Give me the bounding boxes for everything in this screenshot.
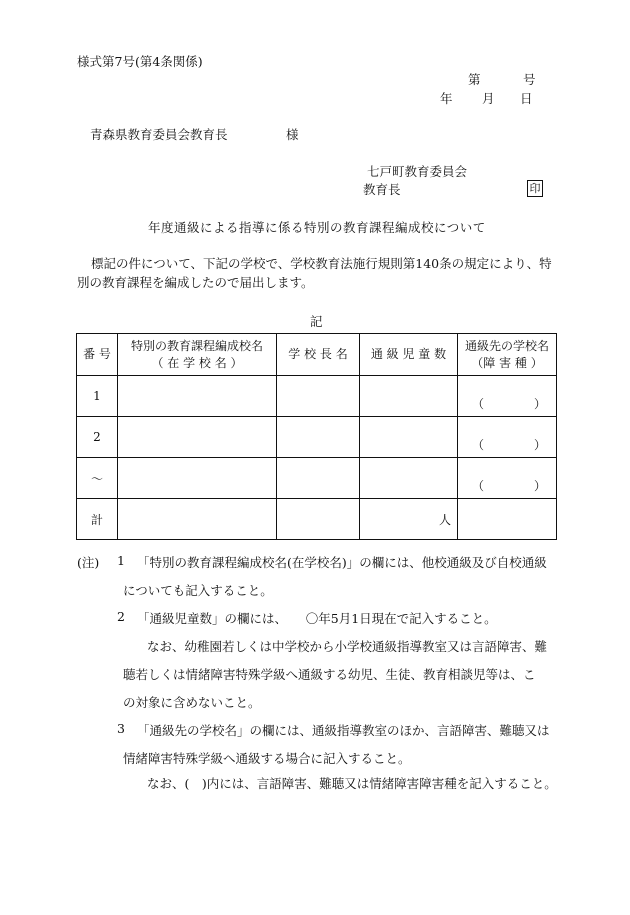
ki-heading: 記: [310, 314, 323, 329]
table-header-row: [77, 334, 557, 376]
total-destination-cell: [458, 499, 557, 540]
note-2-number: 2: [117, 609, 125, 624]
total-school-cell: [118, 499, 277, 540]
note-1-line: についても記入すること。: [123, 583, 273, 598]
number-suffix: 号: [523, 72, 536, 87]
total-student-count-cell[interactable]: [360, 499, 458, 540]
note-3-number: 3: [117, 721, 125, 736]
principal-name-cell[interactable]: [277, 458, 360, 499]
header-students: 通 級 児 童 数: [360, 334, 458, 376]
header-school-line2: （ 在 学 校 名 ）: [151, 355, 243, 370]
note-2-line: なお、幼稚園若しくは中学校から小学校通級指導教室又は言語障害、難: [147, 639, 548, 654]
header-number: 番 号: [77, 334, 118, 376]
addressee-honorific: 様: [286, 127, 299, 142]
table-row: [77, 376, 557, 417]
header-principal: 学 校 長 名: [277, 334, 360, 376]
note-3-line: なお、( )内には、言語障害、難聴又は情緒障害障害種を記入すること。: [147, 776, 557, 791]
form-id: 様式第7号(第4条関係): [77, 54, 203, 69]
school-name-cell[interactable]: [118, 376, 277, 417]
disability-type-paren: （ ）: [472, 479, 546, 493]
note-1-line: 「特別の教育課程編成校名(在学校名)」の欄には、他校通級及び自校通級: [137, 555, 547, 570]
header-destination: [458, 334, 557, 376]
disability-type-paren: （ ）: [472, 397, 546, 411]
body-text: 標記の件について、下記の学校で、学校教育法施行規則第140条の規定により、特別の教育課程を編成したので届出します。: [77, 256, 552, 290]
note-2-line: の対象に含めないこと。: [123, 695, 261, 710]
principal-name-cell[interactable]: [277, 417, 360, 458]
date-month: 月: [482, 91, 495, 106]
seal-mark: 印: [527, 180, 543, 197]
sender-title: 教育長: [363, 182, 401, 197]
total-principal-cell: [277, 499, 360, 540]
destination-cell[interactable]: [458, 417, 557, 458]
number-prefix: 第: [468, 72, 481, 87]
note-1-number: 1: [117, 553, 125, 568]
school-table: [76, 333, 557, 540]
header-destination-line2: （障 害 種 ）: [471, 355, 543, 370]
table-row: [77, 458, 557, 499]
row-number: 2: [77, 417, 118, 458]
total-unit: 人: [438, 512, 451, 527]
note-3-line: 「通級先の学校名」の欄には、通級指導教室のほか、言語障害、難聴又は: [137, 723, 550, 738]
notes-label: (注): [77, 555, 100, 570]
note-2-line: 「通級児童数」の欄には、 〇年5月1日現在で記入すること。: [137, 611, 497, 626]
date-year: 年: [440, 91, 453, 106]
student-count-cell[interactable]: [360, 458, 458, 499]
document-title: 年度通級による指導に係る特別の教育課程編成校について: [148, 220, 486, 235]
note-3-line: 情緒障害特殊学級へ通級する場合に記入すること。: [123, 751, 411, 766]
table-row: [77, 417, 557, 458]
row-number: 1: [77, 376, 118, 417]
header-school: [118, 334, 277, 376]
addressee: [90, 125, 299, 143]
date-day: 日: [520, 91, 533, 106]
addressee-name: 青森県教育委員会教育長: [90, 127, 228, 142]
student-count-cell[interactable]: [360, 376, 458, 417]
destination-cell[interactable]: [458, 376, 557, 417]
total-label: 計: [77, 499, 118, 540]
destination-cell[interactable]: [458, 458, 557, 499]
sender-organization: 七戸町教育委員会: [367, 164, 468, 179]
school-name-cell[interactable]: [118, 458, 277, 499]
table-total-row: [77, 499, 557, 540]
school-name-cell[interactable]: [118, 417, 277, 458]
row-number: 〜: [77, 458, 118, 499]
header-school-line1: 特別の教育課程編成校名: [130, 338, 263, 353]
disability-type-paren: （ ）: [472, 438, 546, 452]
student-count-cell[interactable]: [360, 417, 458, 458]
principal-name-cell[interactable]: [277, 376, 360, 417]
header-destination-line1: 通級先の学校名: [464, 338, 549, 353]
note-2-line: 聴若しくは情緒障害特殊学級へ通級する幼児、生徒、教育相談児等は、こ: [123, 667, 536, 682]
